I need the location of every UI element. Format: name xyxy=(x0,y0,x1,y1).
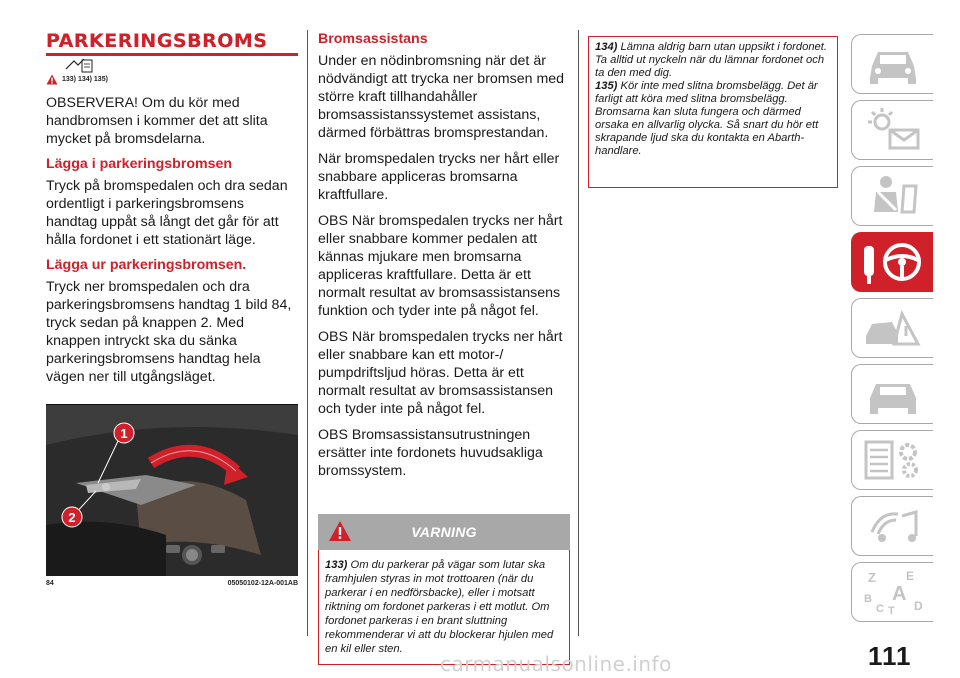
warning-triangle-icon xyxy=(328,520,352,542)
tab-index[interactable] xyxy=(851,562,933,622)
manual-reference-icon xyxy=(64,57,98,73)
index-letter-e: E xyxy=(905,569,914,583)
reference-numbers: 133) 134) 135) xyxy=(62,76,108,83)
tab-dashboard-lights[interactable] xyxy=(851,100,933,160)
apply-paragraph: Tryck på bromspedalen och dra sedan ordentligt i parkeringsbromsens handtag uppåt så långt det går för att hålla fordonet i ett stationärt läge. xyxy=(46,178,288,248)
warning-label: VARNING xyxy=(411,524,477,540)
warning-135-text: Kör inte med slitna bromsbelägg. Det är farligt att köra med slitna bromsbelägg. Bromsarna kan sluta fungera och därmed orsaka en allvarlig olycka. Så snart du hör ett skrapande ljud ska du kontakta en Abarth-handlare. xyxy=(595,80,819,157)
tab-safety[interactable] xyxy=(851,166,933,226)
steering-key-icon xyxy=(858,238,928,286)
callout-2: 2 xyxy=(68,510,76,525)
brake-assist-paragraph-2: När bromspedalen trycks ner hårt eller snabbare appliceras bromsarna kraftfullare. xyxy=(318,151,560,203)
figure-number: 84 xyxy=(46,580,54,587)
page-number: 111 xyxy=(868,641,912,671)
warning-references xyxy=(46,74,298,85)
warning-134-number: 134) xyxy=(595,41,618,53)
index-letters-icon xyxy=(858,568,928,616)
handbrake-illustration xyxy=(46,405,298,576)
column-divider xyxy=(307,30,308,636)
warning-header xyxy=(318,514,570,550)
figure-code: 05050102-12A-001AB xyxy=(227,580,298,587)
breakdown-icon xyxy=(858,304,928,352)
warning-135-number: 135) xyxy=(595,80,618,92)
warning-135 xyxy=(595,80,833,158)
brake-assist-paragraph-1: Under en nödinbromsning när det är nödvändigt att trycka ner bromsen med större kraft tillhandahåller bromsassistanssystemet assistans, därmed förbättras bromsprestandan. xyxy=(318,53,565,141)
column-right xyxy=(588,36,838,188)
warning-notes-box xyxy=(588,36,838,188)
index-letter-b: B xyxy=(863,593,872,605)
dashboard-lights-icon xyxy=(858,106,928,154)
tab-emergency[interactable] xyxy=(851,298,933,358)
release-paragraph: Tryck ner bromspedalen och dra parkeringsbromsens handtag 1 bild 84, tryck sedan på knappen 2. Med knappen intryckt ska du sänka parkeringsbromsens handtag hela vägen ner till utgångsläget. xyxy=(46,279,292,385)
specifications-gear-icon xyxy=(858,436,928,484)
warning-triangle-icon xyxy=(46,74,58,85)
tab-starting-driving[interactable] xyxy=(851,232,933,292)
index-letter-c: C xyxy=(875,603,884,615)
brake-assist-paragraph-3: OBS När bromspedalen trycks ner hårt eller snabbare kommer pedalen att kännas mjukare men bromsarna appliceras kraftfullare. Detta är ett normalt resultat av bromsassistansens funktion och tyder inte på något fel. xyxy=(318,213,563,319)
section-heading-brake-assist: Bromsassistans xyxy=(318,31,428,47)
figure-handbrake-photo xyxy=(46,404,298,576)
index-letter-a: A xyxy=(891,583,906,605)
title-underline xyxy=(46,53,298,56)
section-heading-apply: Lägga i parkeringsbromsen xyxy=(46,156,233,172)
warning-134 xyxy=(595,41,833,80)
brake-assist-paragraph-5: OBS Bromsassistansutrustningen ersätter inte fordonets huvudsakliga bromssystem. xyxy=(318,427,543,479)
index-letter-d: D xyxy=(913,599,923,613)
callout-1: 1 xyxy=(120,426,128,441)
warning-133-number: 133) xyxy=(325,559,348,571)
car-front-icon xyxy=(858,40,928,88)
tab-specifications[interactable] xyxy=(851,430,933,490)
brake-assist-paragraph-4: OBS När bromspedalen trycks ner hårt eller snabbare kan ett motor-/ pumpdriftsljud höras. Detta är ett normalt resultat av bromsassistansen och tyder inte på något fel. xyxy=(318,329,563,417)
warning-134-text: Lämna aldrig barn utan uppsikt i fordonet. Ta alltid ut nyckeln när du lämnar fordonet och ta den med dig. xyxy=(595,41,827,79)
column-left xyxy=(46,30,298,386)
warning-133-text: Om du parkerar på vägar som lutar ska framhjulen styras in mot trottoaren (när du parkerar i en nedförsbacke), eller i motsatt riktning om fordonet parkeras i ett motlut. Om fordonet parkeras i en brant sluttning rekommenderar vi att du blockerar hjulen med en kil eller sten. xyxy=(325,559,554,655)
intro-paragraph: OBSERVERA! Om du kör med handbromsen i kommer det att slita mycket på bromsdelarna. xyxy=(46,95,268,147)
section-heading-release: Lägga ur parkeringsbromsen. xyxy=(46,257,247,273)
index-letter-t: T xyxy=(887,605,895,616)
column-middle xyxy=(318,30,570,665)
warning-box xyxy=(318,550,570,665)
figure-caption xyxy=(46,580,298,587)
column-divider xyxy=(578,30,579,636)
chapter-tabs xyxy=(851,34,933,628)
watermark: carmanualsonline.info xyxy=(440,652,672,676)
maintenance-car-icon xyxy=(858,370,928,418)
warning-133 xyxy=(325,558,565,656)
index-letter-z: Z xyxy=(867,570,876,585)
safety-seatbelt-icon xyxy=(858,172,928,220)
tab-car-front[interactable] xyxy=(851,34,933,94)
tab-multimedia[interactable] xyxy=(851,496,933,556)
multimedia-icon xyxy=(858,502,928,550)
tab-maintenance[interactable] xyxy=(851,364,933,424)
page-title: PARKERINGSBROMS xyxy=(46,30,268,52)
